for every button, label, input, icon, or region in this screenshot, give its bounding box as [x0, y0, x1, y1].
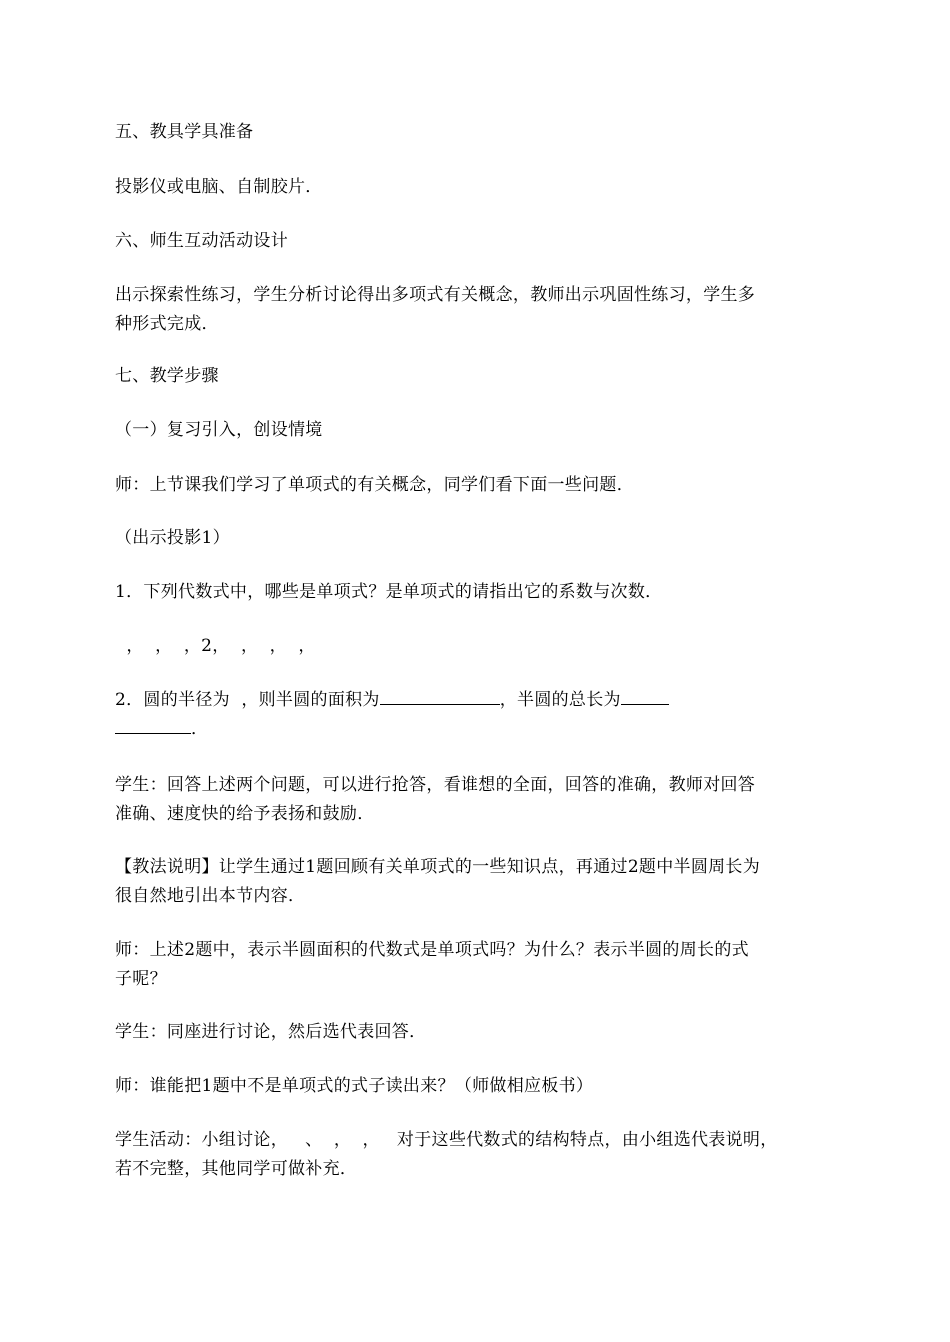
question-2-end: ． — [191, 719, 209, 739]
section-heading-6: 六、师生互动活动设计 — [115, 231, 288, 251]
teacher-line-2b: 子呢？ — [115, 969, 167, 989]
question-2-line-1 — [115, 686, 840, 715]
paragraph-tools: 投影仪或电脑、自制胶片． — [115, 177, 323, 197]
paragraph-interaction-line-2: 种形式完成． — [115, 314, 219, 334]
method-note-line-1: 【教法说明】让学生通过1题回顾有关单项式的一些知识点，再通过2题中半圆周长为 — [115, 857, 761, 877]
teacher-line-3: 师：谁能把1题中不是单项式的式子读出来？（师做相应板书） — [115, 1076, 594, 1096]
projection-note: （出示投影1） — [115, 528, 230, 548]
student-activity-line-2: 若不完整，其他同学可做补充． — [115, 1159, 358, 1179]
student-line-1b: 准确、速度快的给予表扬和鼓励． — [115, 804, 375, 824]
question-2-line-2 — [115, 715, 840, 744]
answer-blank-perimeter-part-2 — [115, 715, 191, 734]
section-heading-7: 七、教学步骤 — [115, 366, 219, 386]
student-line-1a: 学生：回答上述两个问题，可以进行抢答，看谁想的全面，回答的准确，教师对回答 — [115, 775, 756, 795]
question-1: 1．下列代数式中，哪些是单项式？是单项式的请指出它的系数与次数． — [115, 582, 663, 602]
question-1-expression-list: ， ， ，2， ， ， ， — [115, 636, 316, 656]
method-note-line-2: 很自然地引出本节内容． — [115, 886, 306, 906]
subsection-heading-1: （一）复习引入，创设情境 — [115, 420, 323, 440]
answer-blank-perimeter-part-1 — [621, 686, 669, 705]
question-2-text-a: 2．圆的半径为 ，则半圆的面积为 — [115, 690, 380, 710]
section-heading-5: 五、教具学具准备 — [115, 122, 254, 142]
student-line-2: 学生：同座进行讨论，然后选代表回答． — [115, 1022, 427, 1042]
paragraph-interaction-line-1: 出示探索性练习，学生分析讨论得出多项式有关概念，教师出示巩固性练习，学生多 — [115, 285, 756, 305]
answer-blank-area — [380, 686, 500, 705]
teacher-line-1: 师：上节课我们学习了单项式的有关概念，同学们看下面一些问题． — [115, 475, 634, 495]
question-2-text-b: ，半圆的总长为 — [499, 690, 621, 710]
teacher-line-2a: 师：上述2题中，表示半圆面积的代数式是单项式吗？为什么？表示半圆的周长的式 — [115, 940, 749, 960]
student-activity-line-1: 学生活动：小组讨论， 、 ， ， 对于这些代数式的结构特点，由小组选代表说明， — [115, 1130, 778, 1150]
